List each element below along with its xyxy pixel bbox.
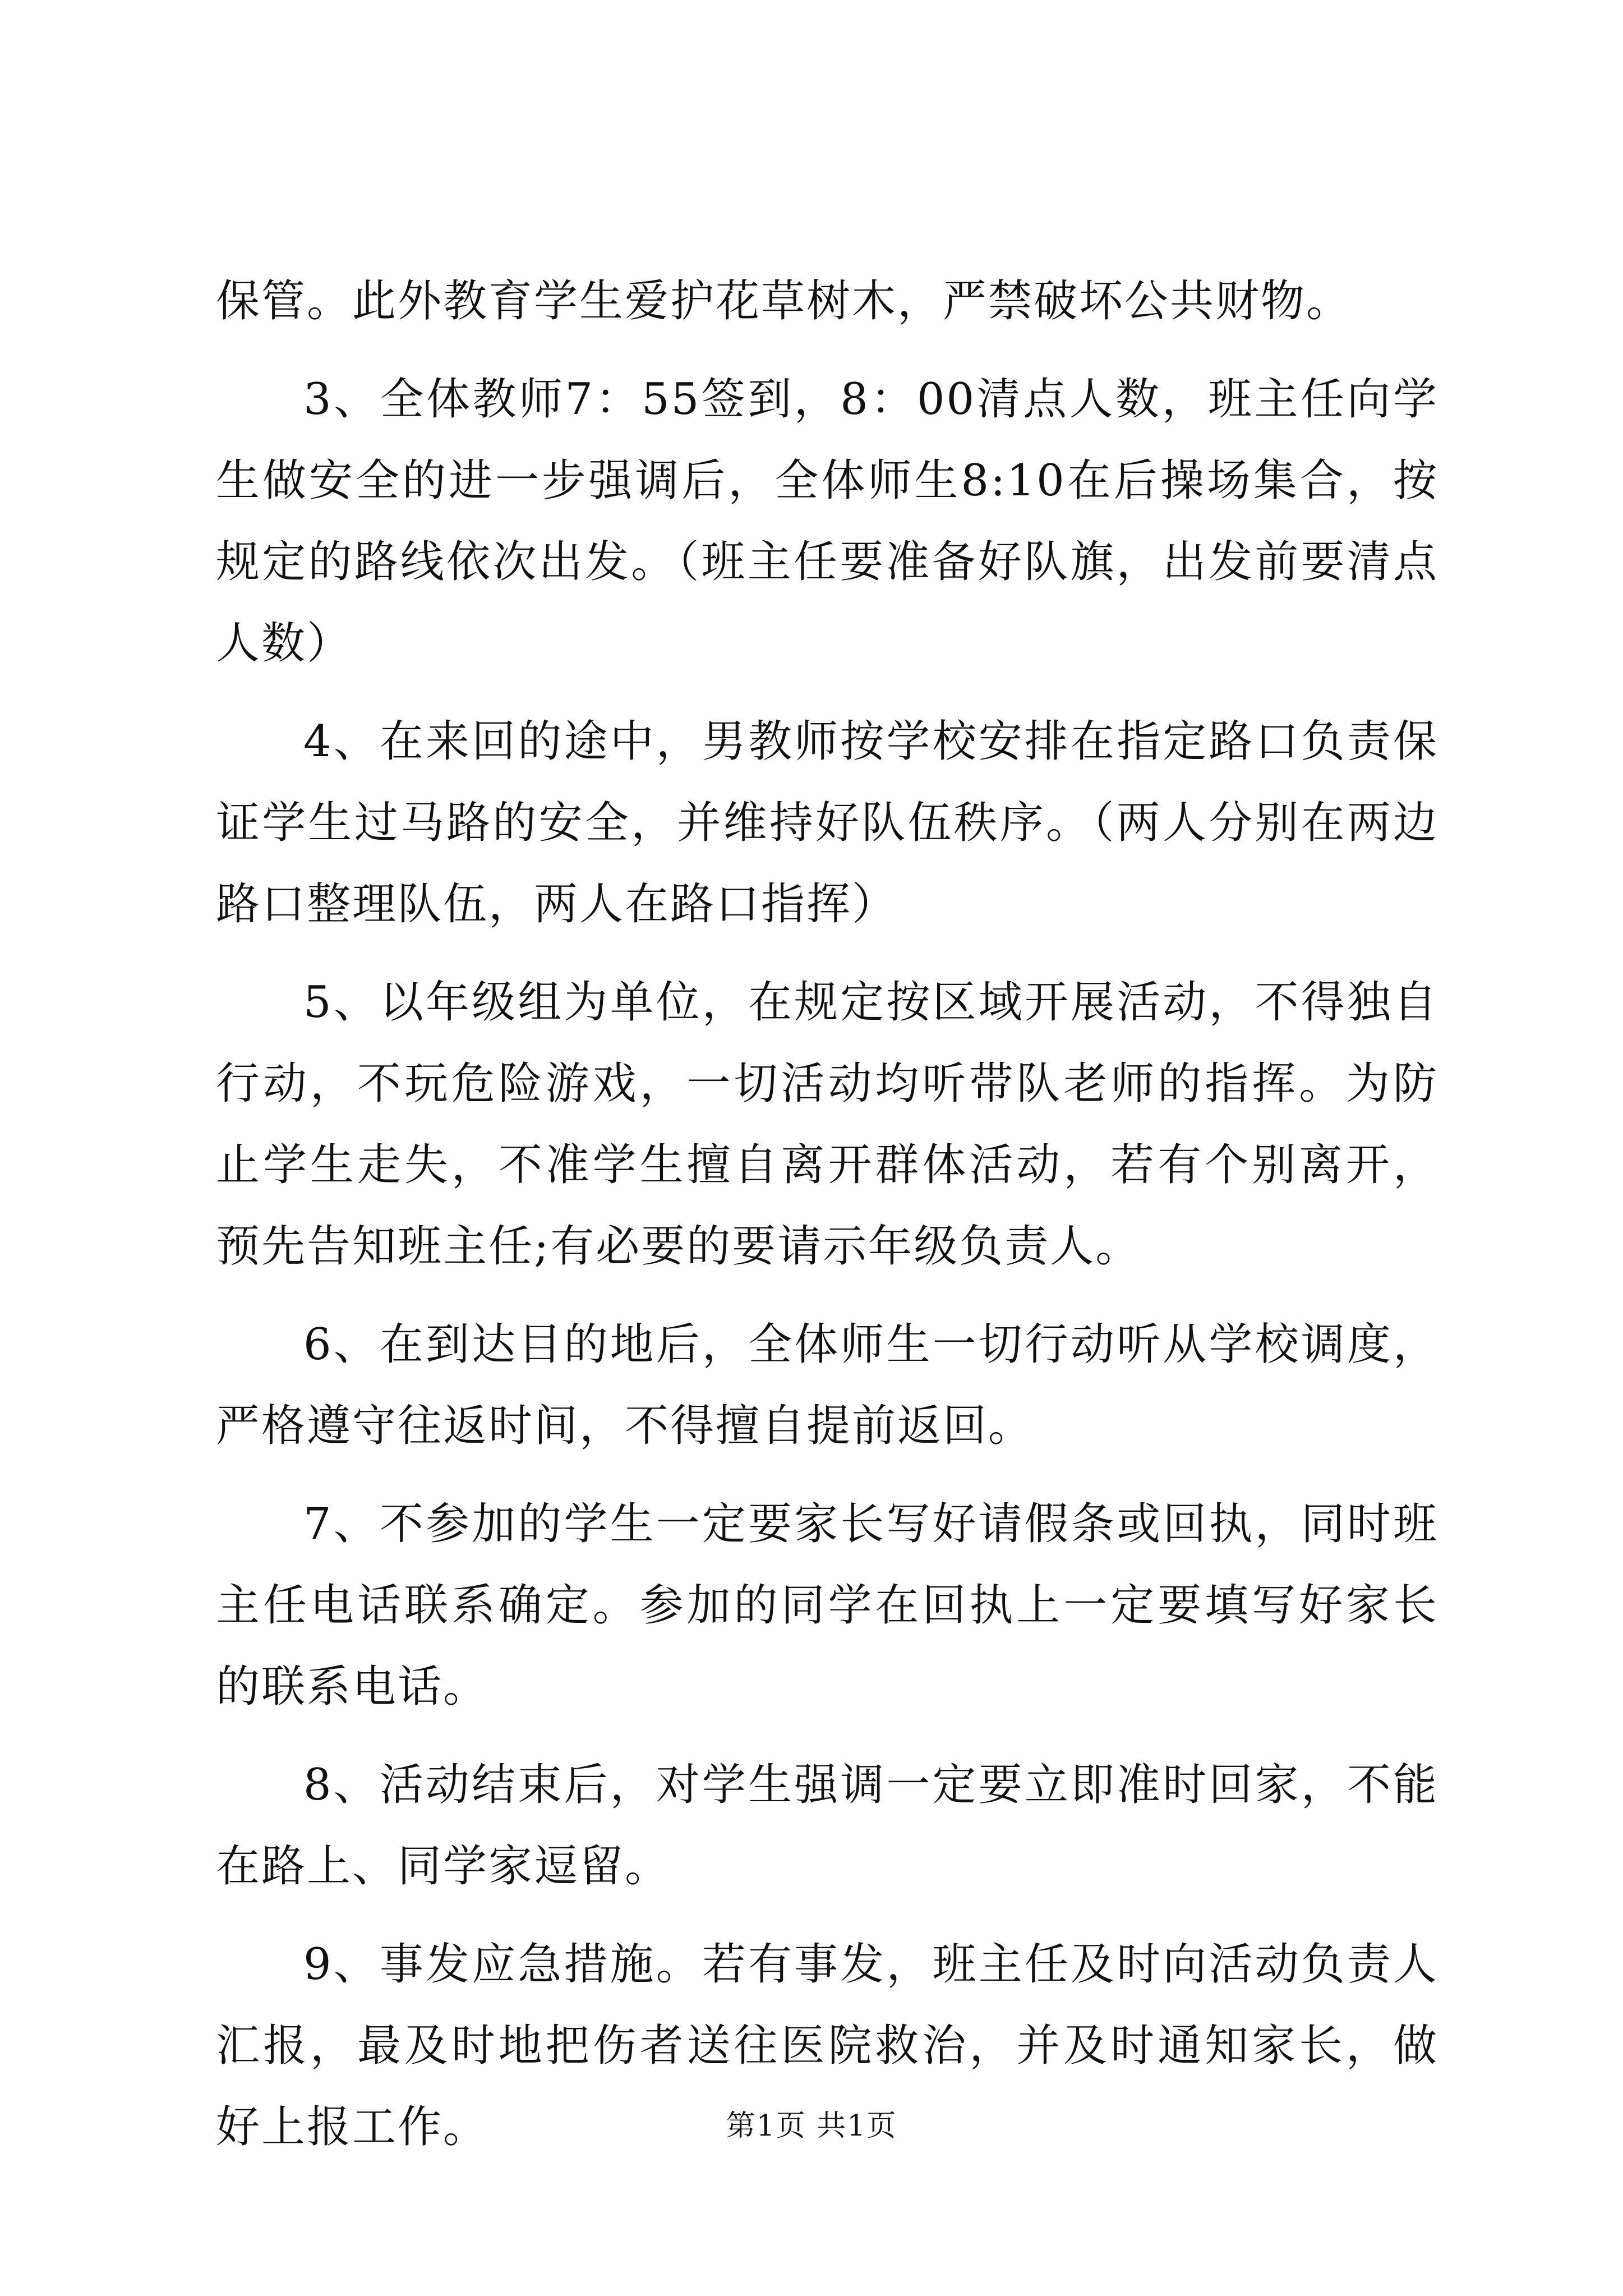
paragraph-item-8: 8、活动结束后，对学生强调一定要立即准时回家，不能在路上、同学家逗留。 bbox=[216, 1760, 1438, 1892]
document-body bbox=[216, 261, 1438, 2185]
paragraph-item-3: 3、全体教师7：55签到，8：00清点人数，班主任向学生做安全的进一步强调后，全体师生8:10在后操场集合，按规定的路线依次出发。（班主任要准备好队旗，出发前要清点人数） bbox=[216, 374, 1438, 669]
page-footer: 第1页 共1页 bbox=[726, 2109, 897, 2143]
paragraph-item-9: 9、事发应急措施。若有事发，班主任及时向活动负责人汇报，最及时地把伤者送往医院救治，并及时通知家长，做好上报工作。 bbox=[216, 1939, 1438, 2152]
paragraph-item-6: 6、在到达目的地后，全体师生一切行动听从学校调度，严格遵守往返时间，不得擅自提前返回。 bbox=[216, 1319, 1438, 1451]
paragraph-continuation: 保管。此外教育学生爱护花草树木，严禁破坏公共财物。 bbox=[216, 276, 1352, 326]
paragraph-item-5: 5、以年级组为单位，在规定按区域开展活动，不得独自行动，不玩危险游戏，一切活动均听带队老师的指挥。为防止学生走失，不准学生擅自离开群体活动，若有个别离开，预先告知班主任;有必要的要请示年级负责人。 bbox=[216, 977, 1438, 1272]
paragraph-item-7: 7、不参加的学生一定要家长写好请假条或回执，同时班主任电话联系确定。参加的同学在回执上一定要填写好家长的联系电话。 bbox=[216, 1499, 1438, 1712]
paragraph-item-4: 4、在来回的途中，男教师按学校安排在指定路口负责保证学生过马路的安全，并维持好队伍秩序。（两人分别在两边路口整理队伍，两人在路口指挥） bbox=[216, 716, 1438, 930]
